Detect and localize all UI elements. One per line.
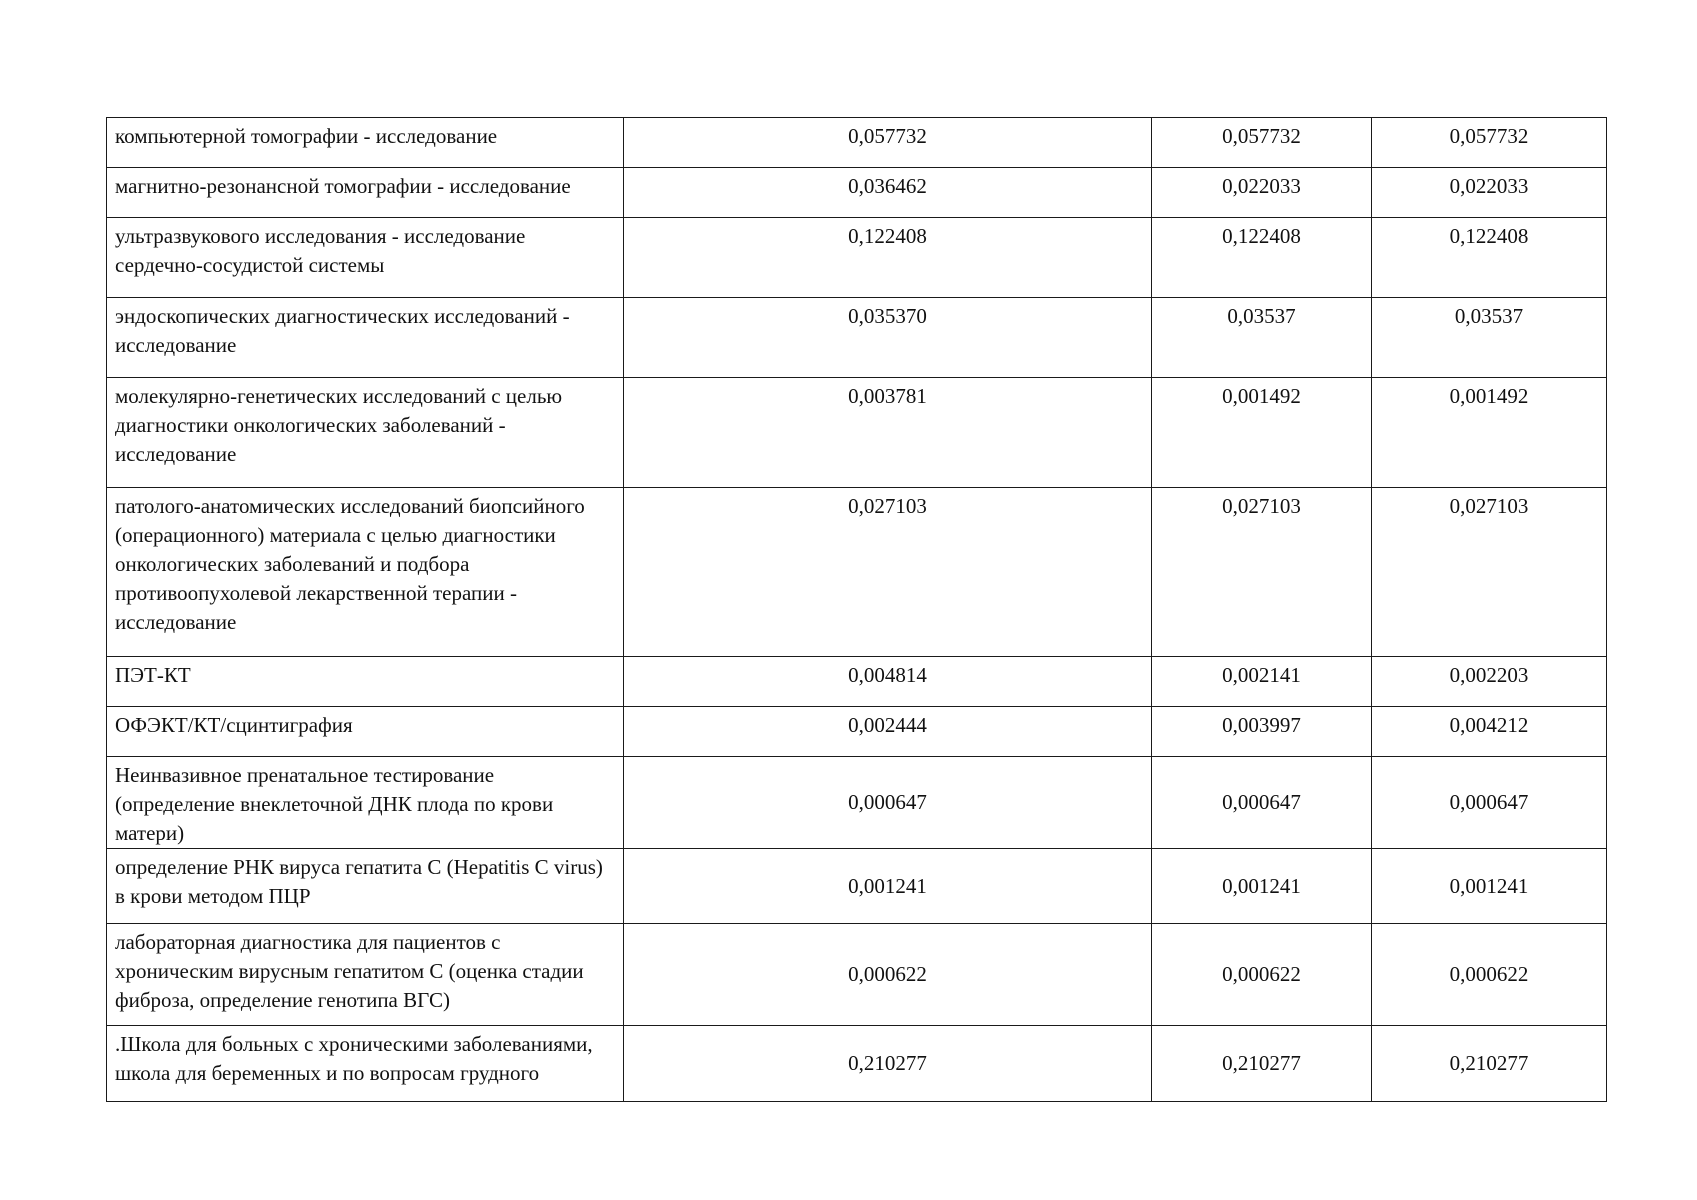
value-col-1: 0,004814 bbox=[624, 657, 1152, 707]
value-col-3: 0,027103 bbox=[1372, 488, 1607, 657]
value-col-3: 0,000647 bbox=[1372, 757, 1607, 849]
value-col-2: 0,000622 bbox=[1152, 924, 1372, 1026]
value-col-2: 0,002141 bbox=[1152, 657, 1372, 707]
value-col-2: 0,000647 bbox=[1152, 757, 1372, 849]
table-row bbox=[107, 757, 1607, 849]
value-col-1: 0,003781 bbox=[624, 378, 1152, 488]
value-col-1: 0,036462 bbox=[624, 168, 1152, 218]
table-row bbox=[107, 849, 1607, 924]
value-col-2: 0,001492 bbox=[1152, 378, 1372, 488]
row-label: лабораторная диагностика для пациентов с хроническим вирусным гепатитом С (оценка стадии фиброза, определение генотипа ВГС) bbox=[107, 924, 624, 1026]
value-col-1: 0,027103 bbox=[624, 488, 1152, 657]
value-col-3: 0,03537 bbox=[1372, 298, 1607, 378]
value-col-3: 0,002203 bbox=[1372, 657, 1607, 707]
row-label: ОФЭКТ/КТ/сцинтиграфия bbox=[107, 707, 624, 757]
table-row bbox=[107, 118, 1607, 168]
value-col-2: 0,022033 bbox=[1152, 168, 1372, 218]
row-label: определение РНК вируса гепатита С (Hepatitis С virus) в крови методом ПЦР bbox=[107, 849, 624, 924]
value-col-1: 0,001241 bbox=[624, 849, 1152, 924]
row-label: Неинвазивное пренатальное тестирование (определение внеклеточной ДНК плода по крови матери) bbox=[107, 757, 624, 849]
value-col-3: 0,122408 bbox=[1372, 218, 1607, 298]
value-col-1: 0,002444 bbox=[624, 707, 1152, 757]
row-label: ПЭТ-КТ bbox=[107, 657, 624, 707]
value-col-1: 0,057732 bbox=[624, 118, 1152, 168]
table-row bbox=[107, 378, 1607, 488]
value-col-1: 0,000647 bbox=[624, 757, 1152, 849]
table-row bbox=[107, 707, 1607, 757]
value-col-2: 0,122408 bbox=[1152, 218, 1372, 298]
value-col-3: 0,022033 bbox=[1372, 168, 1607, 218]
value-col-3: 0,004212 bbox=[1372, 707, 1607, 757]
table-row bbox=[107, 924, 1607, 1026]
value-col-1: 0,210277 bbox=[624, 1026, 1152, 1102]
value-col-1: 0,000622 bbox=[624, 924, 1152, 1026]
row-label: ультразвукового исследования - исследование сердечно-сосудистой системы bbox=[107, 218, 624, 298]
value-col-2: 0,057732 bbox=[1152, 118, 1372, 168]
value-col-3: 0,000622 bbox=[1372, 924, 1607, 1026]
value-col-2: 0,003997 bbox=[1152, 707, 1372, 757]
row-label: эндоскопических диагностических исследований - исследование bbox=[107, 298, 624, 378]
norms-table bbox=[106, 117, 1607, 1102]
value-col-1: 0,122408 bbox=[624, 218, 1152, 298]
value-col-3: 0,001241 bbox=[1372, 849, 1607, 924]
table-row bbox=[107, 488, 1607, 657]
row-label: .Школа для больных с хроническими заболеваниями, школа для беременных и по вопросам грудного bbox=[107, 1026, 624, 1102]
value-col-2: 0,210277 bbox=[1152, 1026, 1372, 1102]
value-col-3: 0,210277 bbox=[1372, 1026, 1607, 1102]
row-label: молекулярно-генетических исследований с целью диагностики онкологических заболеваний - исследование bbox=[107, 378, 624, 488]
table-row bbox=[107, 168, 1607, 218]
value-col-2: 0,001241 bbox=[1152, 849, 1372, 924]
table-row bbox=[107, 657, 1607, 707]
value-col-1: 0,035370 bbox=[624, 298, 1152, 378]
value-col-3: 0,001492 bbox=[1372, 378, 1607, 488]
value-col-2: 0,027103 bbox=[1152, 488, 1372, 657]
table-row bbox=[107, 218, 1607, 298]
row-label: магнитно-резонансной томографии - исследование bbox=[107, 168, 624, 218]
value-col-2: 0,03537 bbox=[1152, 298, 1372, 378]
row-label: компьютерной томографии - исследование bbox=[107, 118, 624, 168]
row-label: патолого-анатомических исследований биопсийного (операционного) материала с целью диагностики онкологических заболеваний и подбора противоопухолевой лекарственной терапии - исследование bbox=[107, 488, 624, 657]
table-row bbox=[107, 1026, 1607, 1102]
value-col-3: 0,057732 bbox=[1372, 118, 1607, 168]
table-row bbox=[107, 298, 1607, 378]
